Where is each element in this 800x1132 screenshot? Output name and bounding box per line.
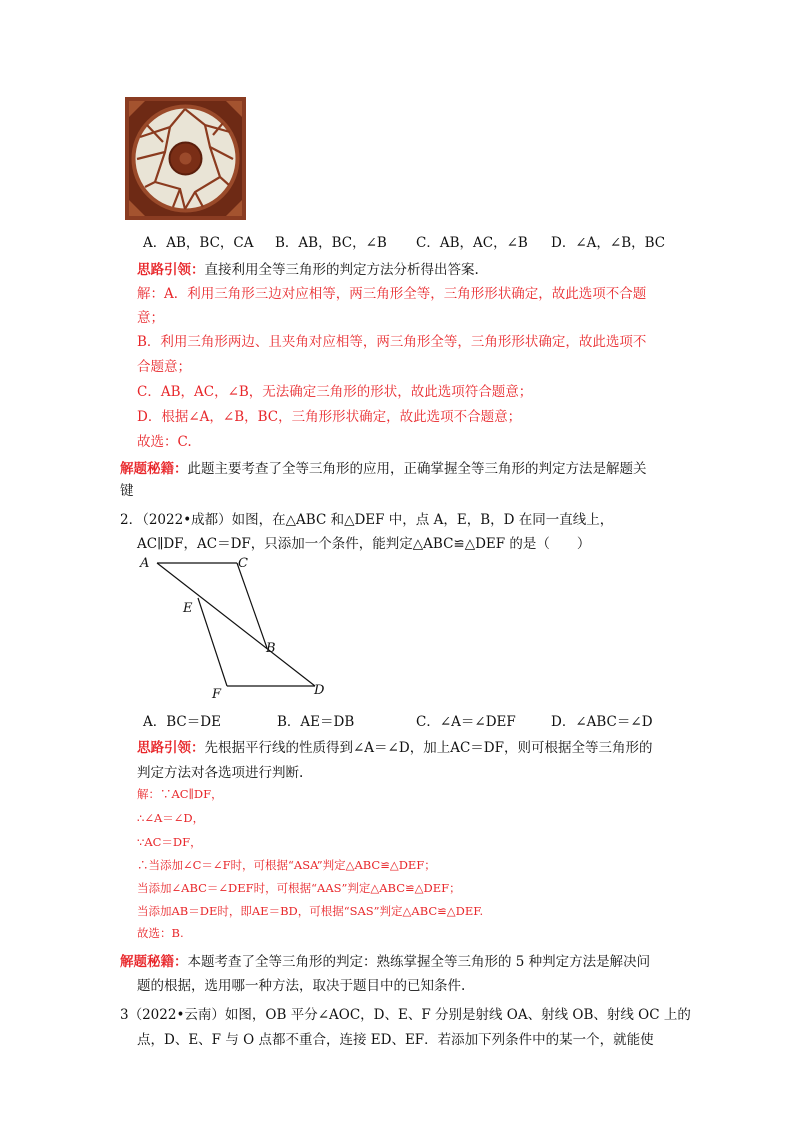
lattice-window-image — [125, 97, 246, 220]
q2-secret-label: 解题秘籍： — [120, 954, 188, 970]
q1-hint-text: 直接利用全等三角形的判定方法分析得出答案. — [204, 262, 479, 278]
label-f: F — [212, 687, 222, 700]
q3-stem-line2: 点，D、E、F 与 O 点都不重合，连接 ED、EF．若添加下列条件中的某一个，就能使 — [137, 1032, 654, 1048]
label-a: A — [140, 556, 150, 571]
label-c: C — [238, 556, 248, 571]
q2-stem-line1: 2．（2022•成都）如图，在△ABC 和△DEF 中，点 A，E，B，D 在同一直线上， — [120, 512, 614, 528]
q2-solution-line: 故选：B. — [137, 926, 184, 940]
q1-solution-line: D．根据∠A，∠B，BC，三角形形状确定，故此选项不合题意； — [137, 409, 522, 425]
q2-geometry-figure — [130, 550, 340, 700]
q1-hint — [137, 258, 479, 278]
q2-option-b: B．AE＝DB — [277, 714, 355, 730]
q1-option-d: D．∠A，∠B，BC — [551, 235, 666, 251]
q2-secret-text: 本题考查了全等三角形的判定：熟练掌握全等三角形的 5 种判定方法是解决问 — [187, 954, 651, 970]
q1-solution-line: 合题意； — [137, 359, 191, 375]
q1-hint-label: 思路引领： — [137, 262, 205, 278]
label-b: B — [266, 641, 276, 656]
q2-solution-line: ∵AC＝DF， — [137, 835, 202, 849]
q2-secret-text-cont: 题的根据，选用哪一种方法，取决于题目中的已知条件. — [137, 978, 466, 994]
q1-solution-line: C．AB，AC，∠B，无法确定三角形的形状，故此选项符合题意； — [137, 384, 533, 400]
segment-ef — [198, 598, 227, 686]
q2-hint-text-cont: 判定方法对各选项进行判断. — [137, 765, 304, 781]
q3-stem-line1: 3（2022•云南）如图，OB 平分∠AOC，D、E、F 分别是射线 OA、射线 OB、射线 OC 上的 — [120, 1007, 691, 1023]
q1-secret-label: 解题秘籍： — [120, 461, 188, 477]
q2-stem-line2: AC∥DF，AC＝DF，只添加一个条件，能判定△ABC≌△DEF 的是（ ） — [137, 536, 591, 552]
q1-solution-line: 意； — [137, 310, 164, 326]
q1-option-b: B．AB，BC，∠B — [275, 235, 387, 251]
q1-solution-line: 故选：C. — [137, 434, 192, 450]
q1-option-c: C．AB，AC，∠B — [416, 235, 528, 251]
q2-solution-line: 解：∵AC∥DF， — [137, 787, 223, 801]
q2-hint-text: 先根据平行线的性质得到∠A＝∠D，加上AC＝DF，则可根据全等三角形的 — [204, 740, 653, 756]
q2-option-d: D．∠ABC＝∠D — [551, 714, 653, 730]
q2-option-a: A．BC＝DE — [143, 714, 221, 730]
label-e: E — [183, 601, 193, 616]
q2-solution-line: ∴∠A＝∠D， — [137, 811, 205, 825]
q1-option-a: A．AB，BC，CA — [143, 235, 254, 251]
q2-hint — [137, 736, 652, 756]
q2-solution-line: 当添加AB＝DE时，即AE＝BD，可根据“SAS”判定△ABC≌△DEF. — [137, 904, 484, 918]
q1-solution-line: 解：A．利用三角形三边对应相等，两三角形全等，三角形形状确定，故此选项不合题 — [137, 286, 647, 302]
q1-solution-line: B．利用三角形两边、且夹角对应相等，两三角形全等，三角形形状确定，故此选项不 — [137, 334, 647, 350]
label-d: D — [314, 683, 325, 698]
q2-solution-line: 当添加∠ABC＝∠DEF时，可根据“AAS”判定△ABC≌△DEF； — [137, 881, 461, 895]
q2-option-c: C．∠A＝∠DEF — [416, 714, 516, 730]
q1-secret — [120, 457, 647, 477]
q1-secret-text: 此题主要考查了全等三角形的应用，正确掌握全等三角形的判定方法是解题关 — [187, 461, 647, 477]
segment-ad — [157, 563, 315, 686]
q2-secret — [120, 950, 650, 970]
q2-hint-label: 思路引领： — [137, 740, 205, 756]
segment-cb — [237, 563, 267, 648]
q2-solution-line: ∴当添加∠C＝∠F时，可根据“ASA”判定△ABC≌△DEF； — [137, 858, 436, 872]
q1-secret-text-cont: 键 — [120, 483, 134, 499]
